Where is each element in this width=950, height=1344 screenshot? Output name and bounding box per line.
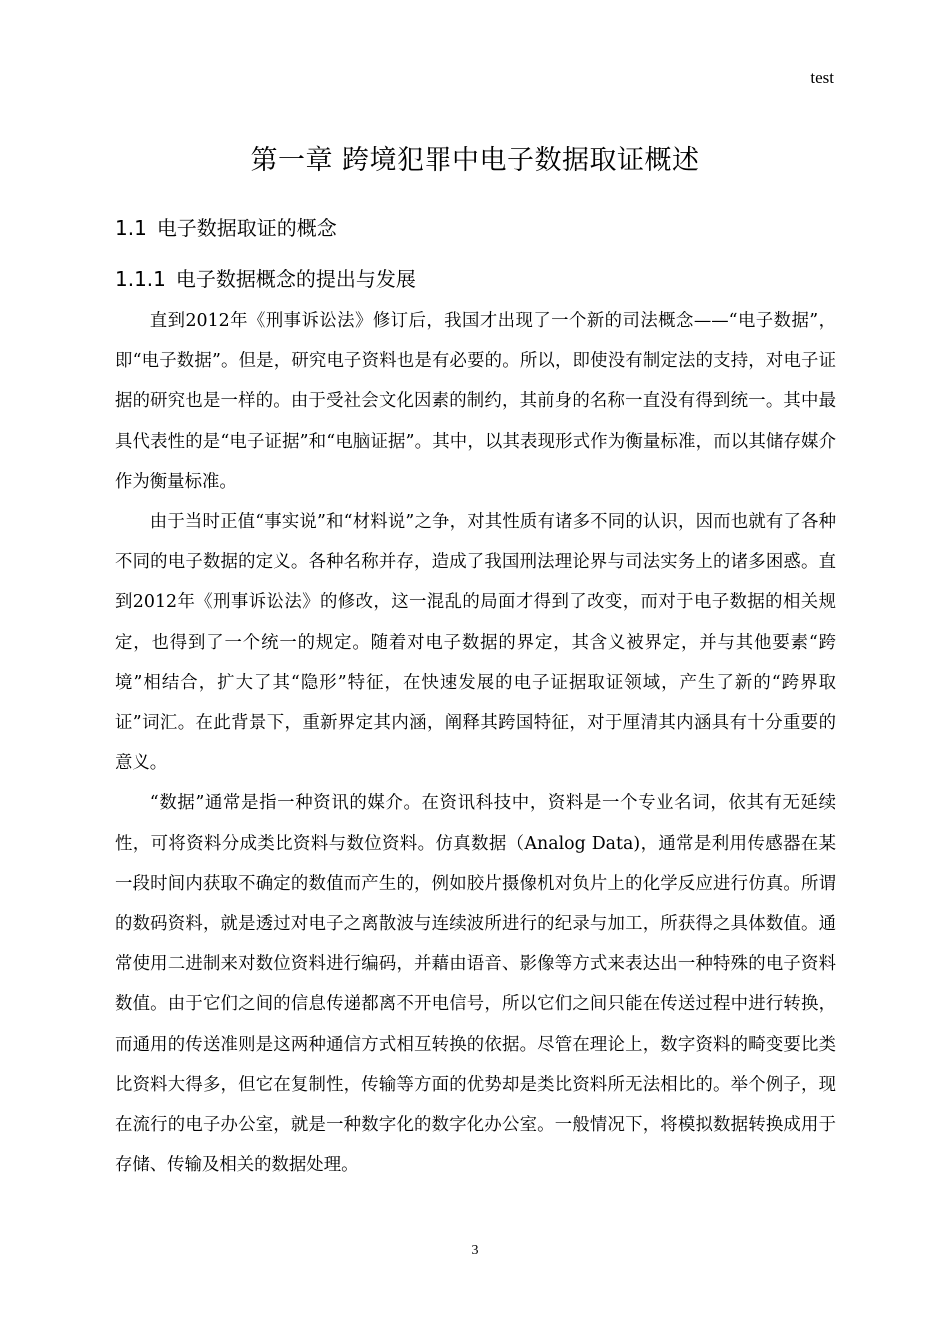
section-number: 1.1 [115, 216, 147, 240]
section-heading-1-1-1 [115, 263, 416, 292]
section-title-text: 电子数据取证的概念 [156, 216, 337, 240]
body-text [115, 301, 836, 1185]
paragraph: 直到2012年《刑事诉讼法》修订后，我国才出现了一个新的司法概念——“电子数据”，即“电子数据”。但是，研究电子资料也是有必要的。所以，即使没有制定法的支持，对电子证据的研究也是一样的。由于受社会文化因素的制约，其前身的名称一直没有得到统一。其中最具代表性的是“电子证据”和“电脑证据”。其中，以其表现形式作为衡量标准，而以其储存媒介作为衡量标准。 [115, 311, 836, 492]
paragraph: “数据”通常是指一种资讯的媒介。在资讯科技中，资料是一个专业名词，依其有无延续性，可将资料分成类比资料与数位资料。仿真数据（Analog Data)，通常是利用传感器在某一段时间内获取不确定的数值而产生的，例如胶片摄像机对负片上的化学反应进行仿真。所谓的数码资料，就是透过对电子之离散波与连续波所进行的纪录与加工，所获得之具体数值。通常使用二进制来对数位资料进行编码，并藉由语音、影像等方式来表达出一种特殊的电子资料数值。由于它们之间的信息传递都离不开电信号，所以它们之间只能在传送过程中进行转换，而通用的传送准则是这两种通信方式相互转换的依据。尽管在理论上，数字资料的畸变要比类比资料大得多，但它在复制性，传输等方面的优势却是类比资料所无法相比的。举个例子，现在流行的电子办公室，就是一种数字化的数字化办公室。一般情况下，将模拟数据转换成用于存储、传输及相关的数据处理。 [115, 793, 836, 1176]
chapter-title: 第一章 跨境犯罪中电子数据取证概述 [250, 145, 700, 176]
paragraph: 由于当时正值“事实说”和“材料说”之争，对其性质有诸多不同的认识，因而也就有了各种不同的电子数据的定义。各种名称并存，造成了我国刑法理论界与司法实务上的诸多困惑。直到2012年《刑事诉讼法》的修改，这一混乱的局面才得到了改变，而对于电子数据的相关规定，也得到了一个统一的规定。随着对电子数据的界定，其含义被界定，并与其他要素“跨境”相结合，扩大了其“隐形”特征，在快速发展的电子证据取证领域，产生了新的“跨界取证”词汇。在此背景下，重新界定其内涵，阐释其跨国特征，对于厘清其内涵具有十分重要的意义。 [115, 512, 836, 774]
section-number: 1.1.1 [115, 267, 166, 291]
section-title-text: 电子数据概念的提出与发展 [175, 267, 416, 291]
page-number: 3 [471, 1243, 479, 1258]
section-heading-1-1 [115, 212, 337, 241]
running-header: test [810, 68, 834, 87]
